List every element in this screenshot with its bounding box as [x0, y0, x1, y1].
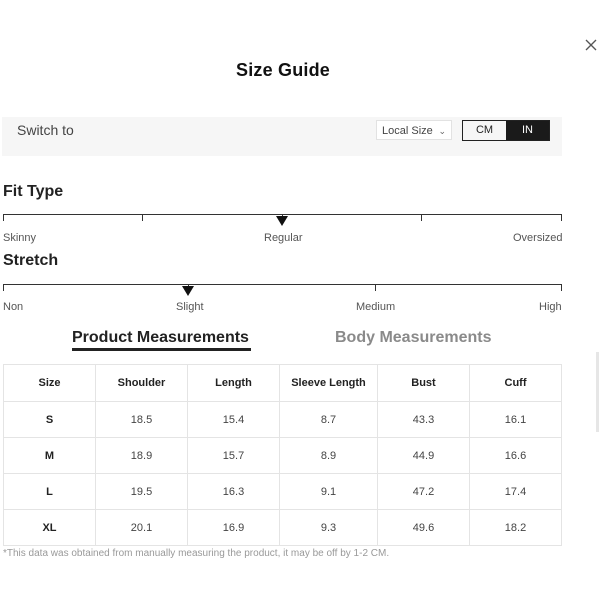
stretch-label-non: Non — [3, 301, 24, 313]
unit-switch-bar — [2, 117, 562, 156]
size-cell: S — [4, 402, 96, 438]
unit-cm-button[interactable]: CM — [475, 124, 494, 136]
table-cell: 49.6 — [378, 510, 470, 546]
table-cell: 8.7 — [280, 402, 378, 438]
size-cell: L — [4, 474, 96, 510]
page-title: Size Guide — [235, 60, 331, 80]
stretch-marker — [182, 286, 194, 296]
chevron-down-icon: ⌄ — [438, 126, 446, 136]
unit-toggle — [462, 120, 550, 141]
stretch-label-slight: Slight — [176, 301, 204, 313]
table-cell: 17.4 — [470, 474, 562, 510]
table-row — [4, 438, 562, 474]
table-cell: 16.9 — [188, 510, 280, 546]
scale-tick — [142, 215, 143, 221]
size-system-select[interactable] — [376, 120, 452, 140]
table-cell: 16.3 — [188, 474, 280, 510]
column-header-size: Size — [4, 365, 96, 402]
fit-type-scale — [3, 214, 562, 215]
fit-type-label-regular: Regular — [264, 232, 303, 244]
table-row — [4, 510, 562, 546]
fit-type-title: Fit Type — [3, 183, 64, 200]
table-cell: 9.1 — [280, 474, 378, 510]
tab-product-measurements[interactable]: Product Measurements — [72, 329, 249, 346]
stretch-label-medium: Medium — [356, 301, 396, 313]
table-cell: 47.2 — [378, 474, 470, 510]
table-cell: 19.5 — [96, 474, 188, 510]
size-table — [3, 364, 562, 546]
column-header-shoulder: Shoulder — [96, 365, 188, 402]
scale-tick — [3, 215, 4, 221]
table-cell: 15.4 — [188, 402, 280, 438]
scrollbar[interactable] — [596, 352, 599, 432]
table-cell: 15.7 — [188, 438, 280, 474]
stretch-label-high: High — [539, 301, 562, 313]
size-system-value: Local Size — [382, 125, 433, 137]
column-header-cuff: Cuff — [470, 365, 562, 402]
close-icon — [582, 36, 600, 54]
table-cell: 16.6 — [470, 438, 562, 474]
table-cell: 18.9 — [96, 438, 188, 474]
tab-body-measurements[interactable]: Body Measurements — [335, 329, 492, 346]
table-row — [4, 474, 562, 510]
column-header-sleeve-length: Sleeve Length — [280, 365, 378, 402]
close-button[interactable] — [582, 36, 600, 54]
stretch-scale — [3, 284, 562, 285]
fit-type-label-skinny: Skinny — [3, 232, 37, 244]
table-cell: 18.5 — [96, 402, 188, 438]
scale-tick — [375, 285, 376, 291]
table-cell: 18.2 — [470, 510, 562, 546]
scale-tick — [561, 215, 562, 221]
table-header-row — [4, 365, 562, 402]
scale-tick — [421, 215, 422, 221]
table-cell: 20.1 — [96, 510, 188, 546]
switch-label: Switch to — [17, 122, 74, 138]
table-row — [4, 402, 562, 438]
fit-type-label-oversized: Oversized — [513, 232, 563, 244]
stretch-title: Stretch — [3, 252, 59, 269]
table-cell: 9.3 — [280, 510, 378, 546]
scale-tick — [3, 285, 4, 291]
table-cell: 16.1 — [470, 402, 562, 438]
scale-tick — [561, 285, 562, 291]
fit-type-marker — [276, 216, 288, 226]
table-cell: 44.9 — [378, 438, 470, 474]
unit-in-button[interactable]: IN — [506, 121, 549, 140]
column-header-bust: Bust — [378, 365, 470, 402]
size-cell: M — [4, 438, 96, 474]
measurement-note: *This data was obtained from manually measuring the product, it may be off by 1-2 CM. — [3, 548, 390, 559]
column-header-length: Length — [188, 365, 280, 402]
size-cell: XL — [4, 510, 96, 546]
table-cell: 43.3 — [378, 402, 470, 438]
table-cell: 8.9 — [280, 438, 378, 474]
active-tab-underline — [72, 348, 251, 351]
